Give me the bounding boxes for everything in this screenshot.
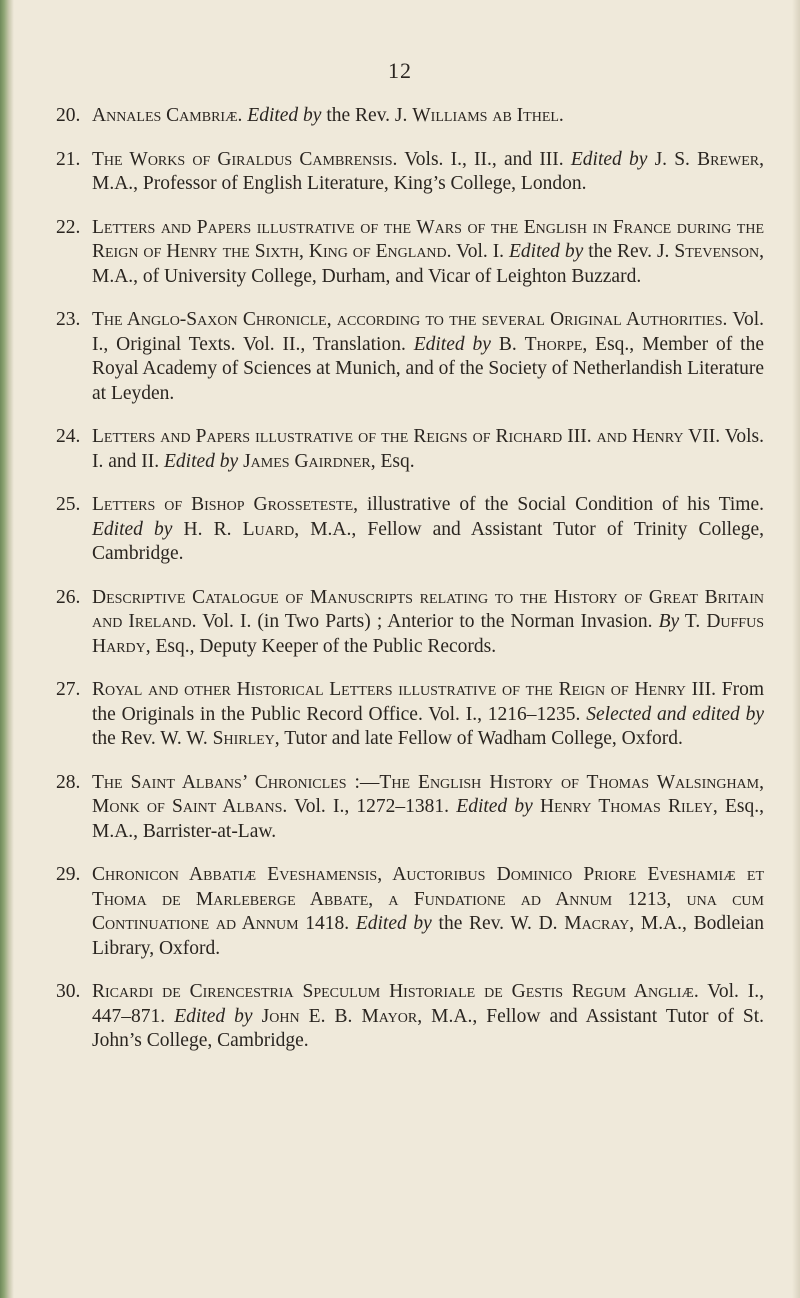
entry-text: [92, 863, 764, 961]
binding-edge: [0, 0, 14, 1298]
entry-number: 28.: [56, 771, 81, 793]
entry-text: [92, 980, 764, 1054]
entry-text: [92, 148, 764, 197]
catalogue-entry: [56, 308, 764, 406]
entry-italic-text: Edited by: [456, 796, 533, 817]
entry-title-text: Shirley,: [212, 728, 280, 749]
entry-number: 21.: [56, 148, 81, 170]
entry-title-text: Stevenson,: [674, 241, 764, 262]
entry-title-text: The Saint Albans’ Chronicles :—The English History of Thomas Walsingham, Monk of Saint Albans.: [92, 771, 764, 817]
catalogue-entry: [56, 216, 764, 290]
entry-body-text: Vol. I., Original Texts. Vol. II., Translation.: [92, 309, 764, 355]
entry-title-text: Henry Thomas Riley,: [540, 796, 718, 817]
page-number: 12: [388, 58, 412, 83]
entry-body-text: illustrative of the Social Condition of his Time.: [358, 494, 764, 515]
entry-body-text: the Rev. J.: [321, 105, 413, 126]
entry-title-text: Royal and other Historical Letters illustrative of the Reign of Henry III.: [92, 679, 716, 700]
entry-italic-text: Edited by: [509, 241, 584, 262]
catalogue-entry: [56, 863, 764, 961]
entry-title-text: James Gairdner,: [243, 450, 376, 472]
entry-title-text: Chronicon Abbatiæ Eveshamensis, Auctoribus Dominico Priore Eveshamiæ et Thoma de Marleberge Abbate, a Fundatione ad Annum 1213, una cum Continuatione ad Annum 1418.: [92, 864, 764, 934]
entry-italic-text: Edited by: [413, 333, 491, 355]
entry-body-text: [349, 913, 356, 934]
entry-text: [92, 104, 764, 129]
entry-title-text: Macray,: [564, 913, 635, 934]
entry-title-text: Letters of Bishop Grosseteste,: [92, 494, 359, 515]
entry-body-text: Esq., M.A., Barrister-at-Law.: [92, 796, 764, 842]
entry-body-text: H. R.: [172, 518, 243, 540]
entry-body-text: J. S.: [647, 148, 698, 170]
entry-title-text: Descriptive Catalogue of Manuscripts relating to the History of Great Britain and Ireland.: [92, 586, 764, 632]
catalogue-entry: [56, 104, 764, 129]
entry-title-text: Duffus Hardy,: [92, 611, 764, 657]
entry-number: 29.: [56, 864, 81, 885]
entry-title-text: Ricardi de Cirencestria Speculum Historiale de Gestis Regum Angliæ.: [92, 981, 699, 1002]
entry-title-text: Brewer,: [697, 148, 764, 170]
entry-body-text: the Rev. W. D.: [431, 913, 565, 934]
entry-italic-text: Selected and edited by: [586, 703, 764, 725]
entry-text: [92, 216, 764, 290]
entry-body-text: Esq.: [375, 450, 415, 472]
entry-body-text: From the Originals in the Public Record Office. Vol. I., 1216–1235.: [92, 679, 764, 725]
entry-text: [92, 425, 764, 474]
entry-body-text: Vols. I. and II.: [92, 426, 764, 472]
entry-italic-text: Edited by: [174, 1005, 253, 1027]
entry-text: [92, 771, 764, 845]
entry-body-text: Vol. I., 1272–1381.: [287, 796, 457, 817]
entry-body-text: Vol. I.: [451, 241, 510, 262]
entry-title-text: The Works of Giraldus Cambrensis.: [92, 148, 398, 170]
catalogue-entry: [56, 586, 764, 660]
entry-body-text: the Rev. W. W.: [92, 728, 213, 749]
entry-number: 20.: [56, 105, 81, 126]
entry-title-text: John E. B. Mayor,: [261, 1005, 423, 1027]
entry-number: 22.: [56, 216, 81, 238]
entry-title-text: Letters and Papers illustrative of the Reigns of Richard III. and Henry VII.: [92, 426, 721, 447]
entry-body-text: Tutor and late Fellow of Wadham College, Oxford.: [279, 728, 683, 749]
catalogue-entry: [56, 771, 764, 845]
entry-body-text: Esq., Member of the Royal Academy of Sciences at Munich, and of the Society of Netherlandish Literature at Leyden.: [92, 333, 764, 404]
entry-italic-text: Edited by: [570, 148, 648, 170]
entry-body-text: T.: [679, 611, 707, 632]
entry-number: 30.: [56, 981, 81, 1002]
entry-italic-text: By: [658, 611, 680, 632]
catalogue-entry: [56, 493, 764, 567]
entry-body-text: Vol. I. (in Two Parts) ; Anterior to the Norman Invasion.: [196, 611, 659, 632]
entry-title-text: Luard,: [242, 518, 300, 540]
entry-body-text: [533, 796, 540, 817]
entry-body-text: M.A., Fellow and Assistant Tutor of Trinity College, Cambridge.: [92, 518, 764, 564]
entry-italic-text: Edited by: [92, 518, 173, 540]
entry-italic-text: Edited by: [247, 105, 322, 126]
catalogue-entry: [56, 148, 764, 197]
entry-number: 27.: [56, 679, 81, 700]
entry-body-text: the Rev. J.: [583, 241, 675, 262]
entry-title-text: Annales Cambriæ.: [92, 105, 243, 126]
catalogue-entry: [56, 980, 764, 1054]
entry-number: 26.: [56, 586, 81, 608]
entry-text: [92, 308, 764, 406]
entry-italic-text: Edited by: [164, 450, 239, 472]
entry-title-text: Letters and Papers illustrative of the Wars of the English in France during the Reign of Henry the Sixth, King of England.: [92, 216, 764, 262]
catalogue-entry: [56, 678, 764, 752]
entry-italic-text: Edited by: [355, 913, 432, 934]
catalogue-entry-list: [56, 104, 764, 1073]
entry-body-text: Vol. I., 447–871.: [92, 981, 764, 1027]
entry-body-text: Esq., Deputy Keeper of the Public Records.: [150, 635, 497, 657]
entry-title-text: The Anglo-Saxon Chronicle, according to the several Original Authorities.: [92, 309, 728, 330]
entry-number: 24.: [56, 426, 81, 447]
entry-body-text: [253, 1006, 262, 1027]
entry-title-text: Williams ab Ithel.: [412, 105, 564, 126]
entry-body-text: Vols. I., II., and III.: [397, 148, 571, 170]
entry-text: [92, 586, 764, 660]
entry-body-text: M.A., of University College, Durham, and Vicar of Leighton Buzzard.: [92, 265, 642, 287]
page-edge: [792, 0, 800, 1298]
entry-title-text: Thorpe,: [524, 333, 588, 355]
entry-body-text: M.A., Fellow and Assistant Tutor of St. John’s College, Cambridge.: [92, 1005, 765, 1051]
entry-number: 25.: [56, 494, 81, 515]
entry-number: 23.: [56, 309, 81, 330]
catalogue-entry: [56, 425, 764, 474]
entry-body-text: M.A., Bodleian Library, Oxford.: [92, 913, 764, 959]
entry-body-text: B.: [490, 333, 525, 355]
entry-text: [92, 493, 764, 567]
entry-body-text: M.A., Professor of English Literature, King’s College, London.: [92, 173, 587, 194]
entry-text: [92, 678, 764, 752]
